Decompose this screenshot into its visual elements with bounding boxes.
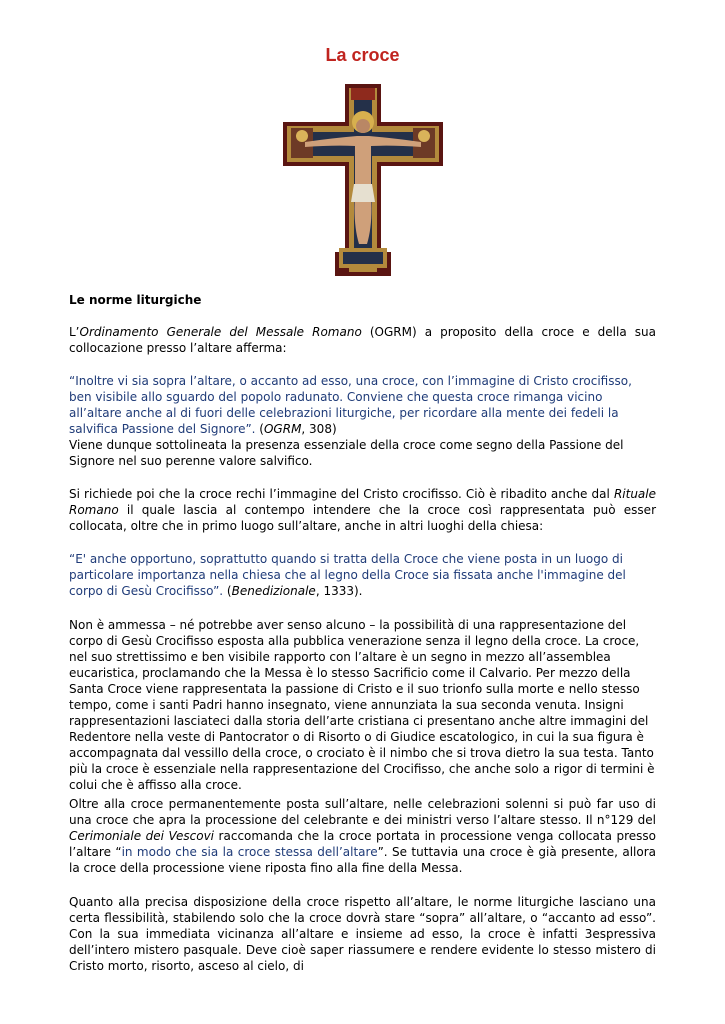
paragraph-processione	[69, 796, 656, 876]
paragraph-ogrm-intro-c: (OGRM) a proposito della croce e della sua collocazione presso l’altare afferma:	[69, 325, 656, 355]
section-heading: Le norme liturgiche	[69, 293, 202, 307]
page-title: La croce	[325, 45, 400, 65]
quote-ogrm-source: OGRM	[263, 422, 302, 436]
crucifix-painting-icon	[283, 84, 443, 276]
paragraph-processione-d: ”. Se tuttavia una croce è già presente, allora la croce della processione viene riposta fino alla fine della Messa.	[69, 845, 656, 875]
quote-benedizionale-source: Benedizionale	[231, 584, 316, 598]
paragraph-presence: Viene dunque sottolineata la presenza essenziale della croce come segno della Passione del Signore nel suo perenne valore salvifico.	[69, 438, 624, 468]
quote-benedizionale-open: (	[223, 584, 232, 598]
paragraph-rituale-a: Si richiede poi che la croce rechi l’immagine del Cristo crocifisso. Ciò è ribadito anche dal	[69, 487, 614, 501]
paragraph-rituale-c: il quale lascia al contempo intendere che la croce così rappresentata può esser collocata, oltre che in primo luogo sull’altare, anche in altri luoghi della chiesa:	[69, 503, 656, 533]
quote-ogrm-text: “Inoltre vi sia sopra l’altare, o accanto ad esso, una croce, con l’immagine di Cristo crocifisso, ben visibile allo sguardo del popolo radunato. Conviene che questa croce rimanga vicino all’altare anche al di fuori delle celebrazioni liturgiche, per ricordare alla mente dei fedeli la salvifica Passione del Signore”.	[69, 374, 632, 436]
paragraph-ogrm-intro	[69, 324, 656, 356]
quote-ogrm	[69, 373, 656, 437]
cerimoniale-title: Cerimoniale dei Vescovi	[69, 829, 215, 843]
paragraph-non-ammessa: Non è ammessa – né potrebbe aver senso alcuno – la possibilità di una rappresentazione del corpo di Gesù Crocifisso esposta alla pubblica venerazione senza il legno della croce. La croce, nel suo strettissimo e ben visibile rapporto con l’altare è un segno in mezzo all’assemblea eucaristica, proclamando che la Messa è lo stesso Sacrificio come il Calvario. Per mezzo della Santa Croce viene rappresentata la passione di Cristo e il suo trionfo sulla morte e nello stesso tempo, come i santi Padri hanno insegnato, viene annunziata la sua seconda venuta. Insigni rappresentazioni lasciateci dalla storia dell’arte cristiana ci presentano anche altre immagini del Redentore nella veste di Pantocrator o di Risorto o di Giudice escatologico, in cui la sua figura è accompagnata dal vessillo della croce, o crociato è il nimbo che si trova dietro la sua testa. Tanto più la croce è essenziale nella rappresentazione del Crocifisso, che anche solo a rigor di termini è colui che è affisso alla croce.	[69, 618, 655, 792]
ogrm-title: Ordinamento Generale del Messale Romano	[79, 325, 362, 339]
paragraph-disposizione: Quanto alla precisa disposizione della croce rispetto all’altare, le norme liturgiche lasciano una certa flessibilità, stabilendo solo che la croce dovrà stare “sopra” all’altare, o “accanto ad esso”. Con la sua immediata vicinanza all’altare e insieme ad esso, la croce è infatti 3espressiva dell’intero mistero pasquale. Deve cioè saper riassumere e rendere evidente lo stesso mistero di Cristo morto, risorto, asceso al cielo, di	[69, 895, 656, 973]
cerimoniale-quote: in modo che sia la croce stessa dell’altare	[121, 845, 378, 859]
quote-ogrm-open: (	[255, 422, 264, 436]
paragraph-processione-a: Oltre alla croce permanentemente posta sull’altare, nelle celebrazioni solenni si può far uso di una croce che apra la processione del celebrante e dei ministri verso l’altare stesso. Il n°129 del	[69, 797, 656, 827]
paragraph-ogrm-intro-a: L’	[69, 325, 80, 339]
quote-benedizionale-close: , 1333).	[315, 584, 363, 598]
quote-ogrm-close: , 308)	[301, 422, 337, 436]
quote-benedizionale	[69, 551, 656, 599]
paragraph-rituale	[69, 486, 656, 534]
paragraph-processione-c: raccomanda che la croce portata in processione venga collocata presso l’altare “	[69, 829, 656, 859]
quote-benedizionale-text: “E' anche opportuno, soprattutto quando si tratta della Croce che viene posta in un luogo di particolare importanza nella chiesa che al legno della Croce sia fissata anche l'immagine del corpo di Gesù Crocifisso”.	[69, 552, 626, 598]
crucifix-illustration	[283, 84, 443, 276]
rituale-title: Rituale Romano	[69, 487, 656, 517]
